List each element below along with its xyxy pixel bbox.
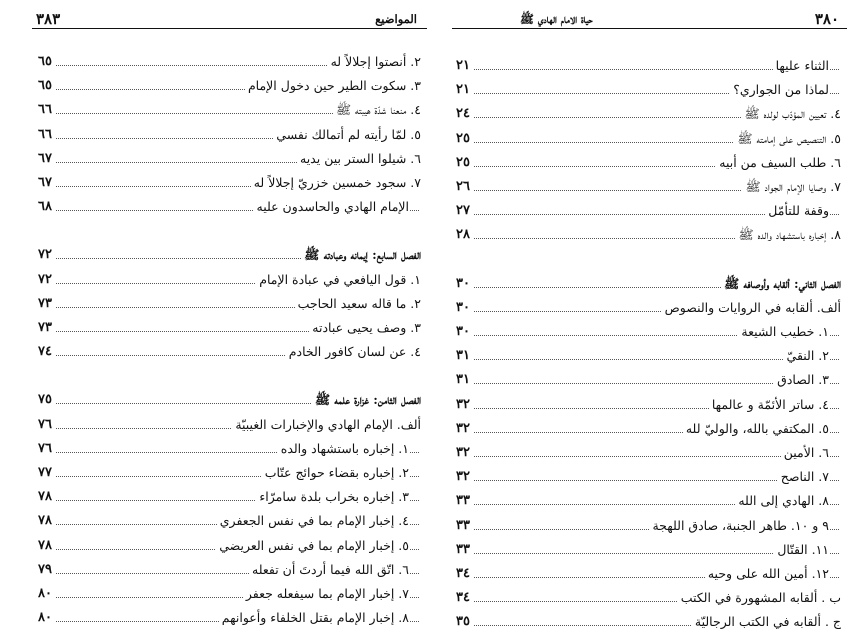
toc-page-number: ٧٦ xyxy=(38,416,55,434)
toc-entry xyxy=(32,535,427,557)
toc-entry-title: ٨. الهادي إلى الله xyxy=(735,492,829,510)
toc-entry xyxy=(32,559,427,581)
toc-entry xyxy=(452,103,847,125)
toc-page-number: ٦٥ xyxy=(38,77,55,95)
chapter-heading: الفصل الثامن: غزارة علمه ﷺ xyxy=(312,391,421,409)
toc-page-number: ٦٥ xyxy=(38,53,55,71)
toc-page-number: ٣٠ xyxy=(456,323,473,341)
toc-page-number: ٦٨ xyxy=(38,198,55,216)
toc-entry xyxy=(32,438,427,460)
toc-entry-title: ٨. إخبار الإمام بقتل الخلفاء وأعوانهم xyxy=(219,609,409,627)
left-page-header xyxy=(32,10,427,29)
toc-entry xyxy=(452,394,847,416)
toc-page-number: ٣٤ xyxy=(456,589,473,607)
toc-entry xyxy=(32,124,427,146)
toc-entry xyxy=(452,369,847,391)
toc-page-number: ٣٣ xyxy=(456,541,473,559)
toc-entry xyxy=(32,341,427,363)
toc-entry xyxy=(32,510,427,532)
toc-page-number: ٢٦ xyxy=(456,178,473,196)
toc-page-number: ٣٢ xyxy=(456,396,473,414)
toc-page-number: ٧٧ xyxy=(38,464,55,482)
toc-page-number: ٣٠ xyxy=(456,299,473,317)
toc-entry-title: ٣. وصف يحيى عبادته xyxy=(309,319,421,337)
left-running-title: المواضيع xyxy=(375,12,417,26)
toc-entry xyxy=(452,55,847,77)
toc-entry-title: ج . ألقابه في الكتب الرجاليّة xyxy=(692,613,841,631)
toc-entry xyxy=(32,462,427,484)
toc-entry-title: ١. إخباره باستشهاد والده xyxy=(278,440,409,458)
toc-entry xyxy=(452,273,847,295)
toc-entry xyxy=(32,148,427,170)
toc-entry-title: ٣. إخباره بخراب بلدة سامرّاء xyxy=(256,488,409,506)
toc-entry xyxy=(452,611,847,633)
right-page xyxy=(452,10,847,630)
toc-entry xyxy=(32,389,427,411)
toc-entry xyxy=(32,486,427,508)
toc-page-number: ٢٧ xyxy=(456,202,473,220)
toc-entry xyxy=(452,442,847,464)
toc-page-number: ٧٥ xyxy=(38,391,55,409)
toc-page-number: ٢٨ xyxy=(456,226,473,244)
toc-entry-title: ٩ و ١٠. طاهر الجنبة، صادق اللهجة xyxy=(649,517,829,535)
toc-entry-title: ٢. إخباره بقضاء حوائج عتّاب xyxy=(262,464,409,482)
toc-page-number: ٦٦ xyxy=(38,101,55,119)
toc-entry-title: ٣. الصادق xyxy=(774,371,829,389)
toc-entry xyxy=(32,99,427,121)
toc-entry xyxy=(452,490,847,512)
toc-entry-title: ١١. القتّال xyxy=(774,541,829,559)
toc-page-number: ٧٢ xyxy=(38,271,55,289)
toc-entry-title: ألف. ألقابه في الروايات والنصوص xyxy=(662,299,841,317)
toc-entry-title: ٢. ما قاله سعيد الحاجب xyxy=(295,295,421,313)
right-running-title: حياة الامام الهادي ﷺ xyxy=(520,12,593,26)
toc-entry-title: ٦. شيلوا الستر بين يديه xyxy=(297,150,421,168)
toc-entry-title: ٦. طلب السيف من أبيه xyxy=(716,154,841,172)
toc-entry-title: وقفة للتأمّل xyxy=(765,202,829,220)
toc-entry xyxy=(32,196,427,218)
toc-page-number: ٧٨ xyxy=(38,488,55,506)
toc-entry-title: ١٢. أمين الله على وحيه xyxy=(705,565,829,583)
toc-page-number: ٣١ xyxy=(456,347,473,365)
toc-entry xyxy=(452,224,847,246)
toc-page-number: ٣٠ xyxy=(456,275,473,293)
toc-entry xyxy=(452,297,847,319)
toc-entry xyxy=(452,176,847,198)
toc-page-number: ٣٢ xyxy=(456,468,473,486)
toc-page-number: ٨٠ xyxy=(38,585,55,603)
toc-entry xyxy=(452,587,847,609)
chapter-heading: الفصل الثاني: ألقابه وأوصافه ﷺ xyxy=(721,275,841,293)
toc-entry xyxy=(452,128,847,150)
toc-page-number: ٣٢ xyxy=(456,444,473,462)
toc-entry xyxy=(452,79,847,101)
toc-page-number: ٧٨ xyxy=(38,512,55,530)
toc-entry xyxy=(32,172,427,194)
toc-page-number: ٦٧ xyxy=(38,150,55,168)
toc-page-number: ٣١ xyxy=(456,371,473,389)
toc-entry xyxy=(32,269,427,291)
toc-entry xyxy=(452,563,847,585)
toc-entry xyxy=(452,200,847,222)
toc-entry xyxy=(452,418,847,440)
toc-entry xyxy=(32,51,427,73)
toc-entry-title: ٢. أنصتوا إجلالاً له xyxy=(328,53,421,71)
toc-entry-title: ٧. سجود خمسين خزريّ إجلالاً له xyxy=(251,174,421,192)
toc-entry xyxy=(32,75,427,97)
toc-entry xyxy=(32,244,427,266)
toc-entry-title: ٦. الأمين xyxy=(781,444,829,462)
toc-entry-title: ٢. النقيّ xyxy=(784,347,829,365)
toc-page-number: ٧٢ xyxy=(38,246,55,264)
toc-entry xyxy=(32,293,427,315)
toc-page-number: ٧٩ xyxy=(38,561,55,579)
chapter-heading: الفصل السابع: إيمانه وعبادته ﷺ xyxy=(301,246,421,264)
toc-page-number: ٢١ xyxy=(456,57,473,75)
toc-entry xyxy=(452,152,847,174)
toc-entry xyxy=(452,515,847,537)
toc-page-number: ٧٤ xyxy=(38,343,55,361)
toc-entry-title: ألف. الإمام الهادي والإخبارات الغيبيّة xyxy=(232,416,421,434)
toc-entry xyxy=(32,317,427,339)
toc-entry-title: ٤. إخبار الإمام بما في نفس الجعفري xyxy=(217,512,409,530)
toc-entry-title: ١. قول اليافعي في عبادة الإمام xyxy=(256,271,421,289)
toc-entry-title: ٦. اتّق الله فيما أردتَ أن تفعله xyxy=(249,561,409,579)
toc-entry xyxy=(32,607,427,629)
toc-page-number: ٢٥ xyxy=(456,130,473,148)
toc-entry-title: ٥. المكتفي بالله، والوليّ لله xyxy=(683,420,829,438)
toc-page-number: ٣٤ xyxy=(456,565,473,583)
toc-page-number: ٦٦ xyxy=(38,126,55,144)
toc-page-number: ٦٧ xyxy=(38,174,55,192)
toc-entry-title: ٤. عن لسان كافور الخادم xyxy=(286,343,421,361)
toc-entry-title: ٥. إخبار الإمام بما في نفس العريضي xyxy=(216,537,409,555)
toc-entry-title: الثناء عليها xyxy=(773,57,829,75)
toc-entry-title: ٧. الناصح xyxy=(778,468,829,486)
toc-entry-title: ٣. سكوت الطير حين دخول الإمام xyxy=(245,77,421,95)
toc-page-number: ٧٨ xyxy=(38,537,55,555)
right-page-number: ٣٨٠ xyxy=(814,10,839,28)
toc-page-number: ٨٠ xyxy=(38,609,55,627)
toc-entry xyxy=(452,539,847,561)
toc-entry xyxy=(32,414,427,436)
right-page-header xyxy=(452,10,847,29)
toc-page-number: ٢٤ xyxy=(456,105,473,123)
toc-entry-title: ٧. إخبار الإمام بما سيفعله جعفر xyxy=(243,585,409,603)
toc-page-number: ٣٢ xyxy=(456,420,473,438)
toc-entry-title: ١. خطيب الشيعة xyxy=(738,323,829,341)
toc-entry-title: لماذا من الجواري؟ xyxy=(730,81,829,99)
toc-entry xyxy=(452,466,847,488)
toc-page-number: ٣٣ xyxy=(456,517,473,535)
toc-entry xyxy=(452,345,847,367)
toc-page-number: ٣٣ xyxy=(456,492,473,510)
toc-entry xyxy=(452,321,847,343)
toc-entry-title: ٤. تعيين المؤدّب لولده ﷺ xyxy=(742,105,841,123)
toc-entry-title: ٥. لمّا رأيته لم أتمالك نفسي xyxy=(273,126,421,144)
toc-entry-title: ٨. إخباره باستشهاد والده ﷺ xyxy=(736,226,841,244)
toc-page-number: ٢١ xyxy=(456,81,473,99)
toc-page-number: ٣٥ xyxy=(456,613,473,631)
toc-entry-title: ٤. منعنا شدّة هيبته ﷺ xyxy=(333,101,421,119)
toc-page-number: ٢٥ xyxy=(456,154,473,172)
toc-page-number: ٧٦ xyxy=(38,440,55,458)
toc-entry-title: ٧. وصايا الإمام الجواد ﷺ xyxy=(742,178,841,196)
toc-page-number: ٧٣ xyxy=(38,295,55,313)
left-page-number: ٣٨٣ xyxy=(36,10,61,28)
toc-entry-title: ب . ألقابه المشهورة في الكتب xyxy=(678,589,841,607)
toc-entry-title: ٤. ساتر الأئمّة و عالمها xyxy=(709,396,829,414)
left-page xyxy=(32,10,427,630)
toc-entry xyxy=(32,583,427,605)
toc-page-number: ٧٣ xyxy=(38,319,55,337)
toc-entry-title: الإمام الهادي والحاسدون عليه xyxy=(254,198,409,216)
toc-entry-title: ٥. التنصيص على إمامته ﷺ xyxy=(734,130,841,148)
